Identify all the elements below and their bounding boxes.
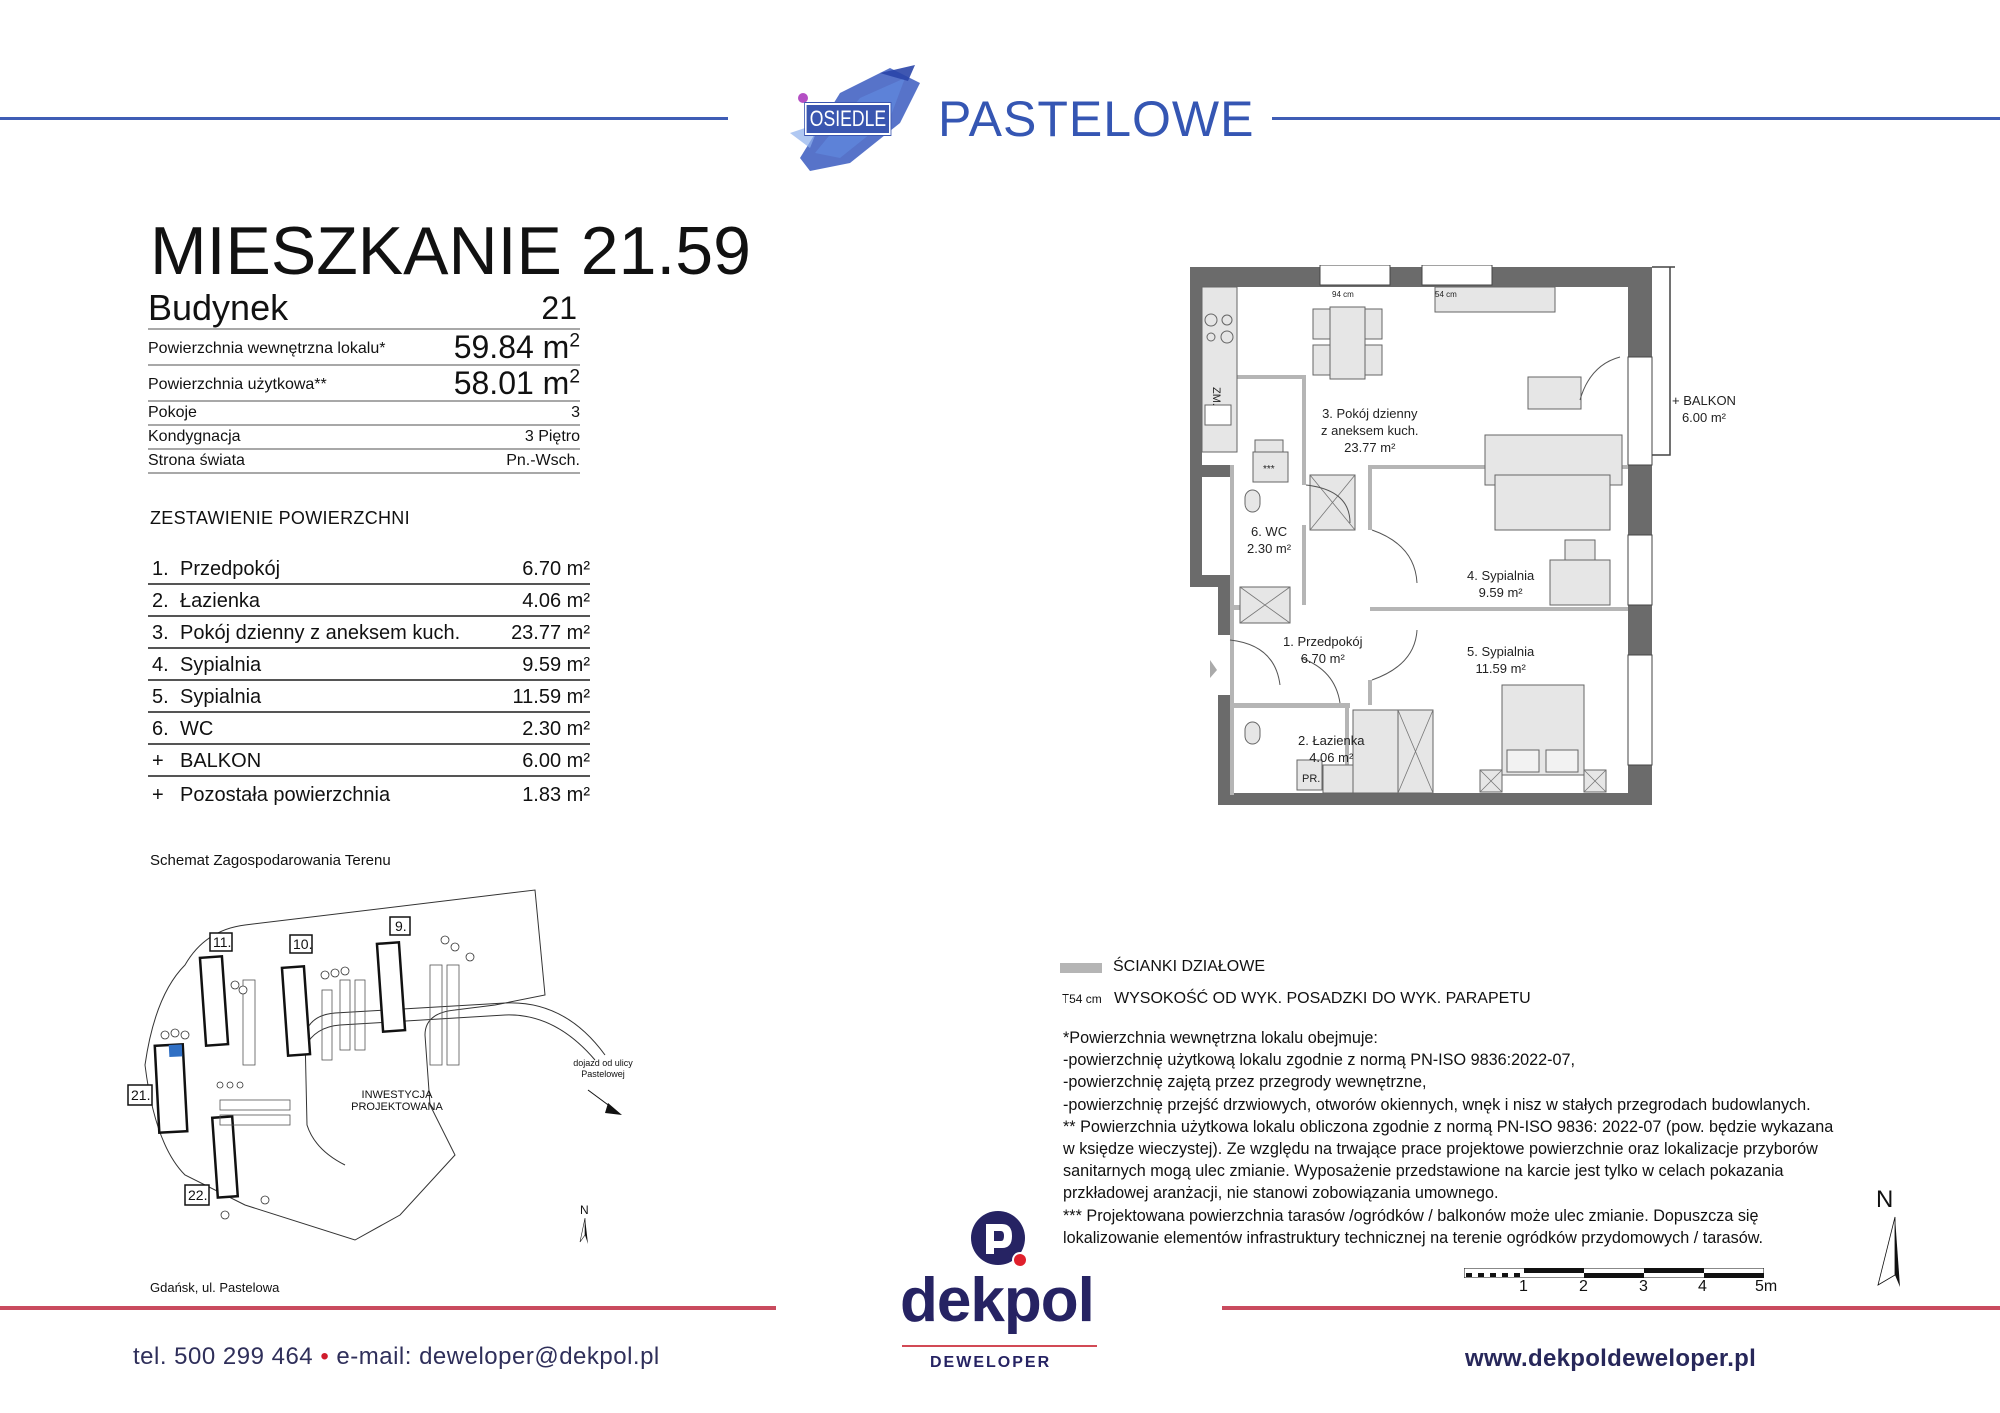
svg-text:Pastelowej: Pastelowej: [581, 1069, 625, 1079]
header-rule-right: [1272, 117, 2000, 120]
header-rule-left: [0, 117, 728, 120]
legend-sill-sample: ⟙54 cm: [1062, 992, 1102, 1006]
area-row: 1. Przedpokój 6.70 m²: [148, 553, 590, 585]
internal-area-label: Powierzchnia wewnętrzna lokalu*: [148, 340, 386, 357]
floor-plan: [1185, 265, 1736, 825]
room-label-bathroom: 2. Łazienka 4.06 m²: [1298, 733, 1365, 765]
internal-area-value: 59.84 $m^2$: [453, 329, 580, 365]
legend-partitions: ŚCIANKI DZIAŁOWE: [1113, 958, 1266, 975]
apartment-title: MIESZKANIE 21.59: [150, 213, 751, 289]
area-row: 2. Łazienka 4.06 m²: [148, 585, 590, 617]
area-row: 3. Pokój dzienny z aneksem kuch. 23.77 m²: [148, 617, 590, 649]
logo-badge: OSIEDLE: [805, 103, 891, 135]
svg-text:ZM.: ZM.: [1210, 387, 1222, 406]
osiedle-pastelowe-logo: [770, 55, 1255, 175]
site-plan-title: Schemat Zagospodarowania Terenu: [150, 852, 391, 869]
svg-text:10.: 10.: [293, 936, 313, 952]
svg-text:54 cm: 54 cm: [1435, 290, 1457, 299]
svg-text:N: N: [580, 1203, 589, 1217]
website-link[interactable]: www.dekpoldeweloper.pl: [1465, 1345, 1757, 1372]
room-label-bedroom-5: 5. Sypialnia 11.59 m²: [1467, 644, 1535, 676]
dekpol-subtitle: DEWELOPER: [930, 1354, 1052, 1371]
area-row: + Pozostała powierzchnia 1.83 m²: [152, 784, 590, 806]
legend-sill-desc: WYSOKOŚĆ OD WYK. POSADZKI DO WYK. PARAPETU: [1114, 990, 1531, 1007]
svg-text:PROJEKTOWANA: PROJEKTOWANA: [351, 1101, 443, 1113]
floor-label: Kondygnacja: [148, 428, 241, 445]
room-label-bedroom-4: 4. Sypialnia 9.59 m²: [1467, 568, 1535, 600]
room-label-balcony: + BALKON 6.00 m²: [1672, 393, 1736, 425]
site-location: Gdańsk, ul. Pastelowa: [150, 1280, 280, 1295]
dekpol-wordmark: dekpol: [900, 1266, 1094, 1335]
footer-rule-left: [0, 1306, 776, 1310]
apartment-info-table: [148, 288, 580, 474]
floor-value: 3 Piętro: [524, 428, 580, 445]
partition-swatch: [1060, 963, 1102, 973]
building-label: Budynek: [148, 287, 289, 328]
dekpol-logo: [880, 1190, 1120, 1390]
orientation-value: Pn.-Wsch.: [506, 452, 580, 469]
room-label-wc: 6. WC 2.30 m²: [1247, 524, 1292, 556]
separator-dot: •: [320, 1343, 330, 1370]
usable-area-label: Powierzchnia użytkowa**: [148, 376, 327, 393]
area-row: 5. Sypialnia 11.59 m²: [148, 681, 590, 713]
north-arrow-small-icon: [575, 1202, 595, 1252]
room-label-living: 3. Pokój dzienny z aneksem kuch. 23.77 m²: [1321, 406, 1419, 455]
svg-text:21.: 21.: [131, 1087, 151, 1103]
building-value: 21: [541, 290, 577, 326]
info-row-internal-area: [148, 330, 580, 366]
svg-text:N: N: [1876, 1186, 1894, 1213]
email-link[interactable]: e-mail: deweloper@dekpol.pl: [336, 1343, 660, 1370]
rooms-label: Pokoje: [148, 404, 197, 421]
svg-text:INWESTYCJA: INWESTYCJA: [361, 1089, 433, 1101]
area-row: 4. Sypialnia 9.59 m²: [148, 649, 590, 681]
dekpol-mark-icon: [970, 1210, 1032, 1272]
north-arrow-icon: [1870, 1185, 1910, 1295]
orientation-label: Strona świata: [148, 452, 245, 469]
room-label-hallway: 1. Przedpokój 6.70 m²: [1283, 634, 1363, 666]
rooms-value: 3: [571, 404, 580, 421]
scale-bar: [1464, 1268, 1764, 1278]
sill-height-icon: ⟙: [1062, 992, 1070, 1006]
svg-text:94 cm: 94 cm: [1332, 290, 1354, 299]
access-arrow-icon: [605, 1103, 622, 1115]
info-row-rooms: [148, 402, 580, 426]
area-list: [148, 553, 590, 809]
info-row-building: [148, 288, 580, 330]
svg-text:PR.: PR.: [1302, 773, 1321, 785]
footer-rule-right: [1222, 1306, 2000, 1310]
area-row: + BALKON 6.00 m²: [148, 745, 590, 777]
phone-link[interactable]: tel. 500 299 464: [133, 1343, 314, 1370]
info-row-floor: [148, 426, 580, 450]
svg-text:9.: 9.: [395, 918, 407, 934]
svg-text:dojazd od ulicy: dojazd od ulicy: [573, 1058, 633, 1068]
entrance-marker-icon: [1210, 660, 1217, 678]
area-row: 6. WC 2.30 m²: [148, 713, 590, 745]
footnotes: *Powierzchnia wewnętrzna lokalu obejmuje: -powierzchnię użytkową lokalu zgodnie z normą PN-ISO 9836:2022-07, -powierzchnię zajętą przez przegrody wewnętrzne, -powierzchnię przejść drzwiowych, otworów okiennych, wnęk i nisz w stałych przegrodach budowlanych. ** Powierzchnia użytkowa lokalu obliczona zgodnie z normą PN-ISO 9836: 2022-07 (pow. będzie wykazana w księdze wieczystej). Ze względu na trwające prace projektowe powierzchnie oraz lokalizacje przyborów sanitarnych mogą ulec zmianie. Wyposażenie przedstawione na karcie jest tylko w celach pokazania przkładowej aranżacji, nie stanowi zobowiązania umownego. *** Projektowana powierzchnia tarasów /ogródków / balkonów może ulec zmianie. Dopuszcza się lokalizowanie elementów infrastruktury technicznej na terenie ogródków przydomowych / tarasów.: [1063, 1029, 1834, 1247]
info-row-orientation: [148, 450, 580, 474]
logo-name: PASTELOWE: [938, 91, 1255, 147]
dekpol-divider: [902, 1345, 1097, 1347]
areas-section-title: ZESTAWIENIE POWIERZCHNI: [150, 508, 410, 528]
svg-text:11.: 11.: [213, 934, 232, 950]
logo-dot: [798, 93, 808, 103]
info-row-usable-area: [148, 366, 580, 402]
site-plan-map: [125, 885, 685, 1265]
highlighted-apartment: [169, 1044, 183, 1057]
contact-info: [133, 1343, 660, 1371]
svg-text:22.: 22.: [188, 1187, 208, 1203]
svg-text:***: ***: [1263, 464, 1275, 475]
usable-area-value: 58.01 $m^2$: [453, 365, 580, 401]
